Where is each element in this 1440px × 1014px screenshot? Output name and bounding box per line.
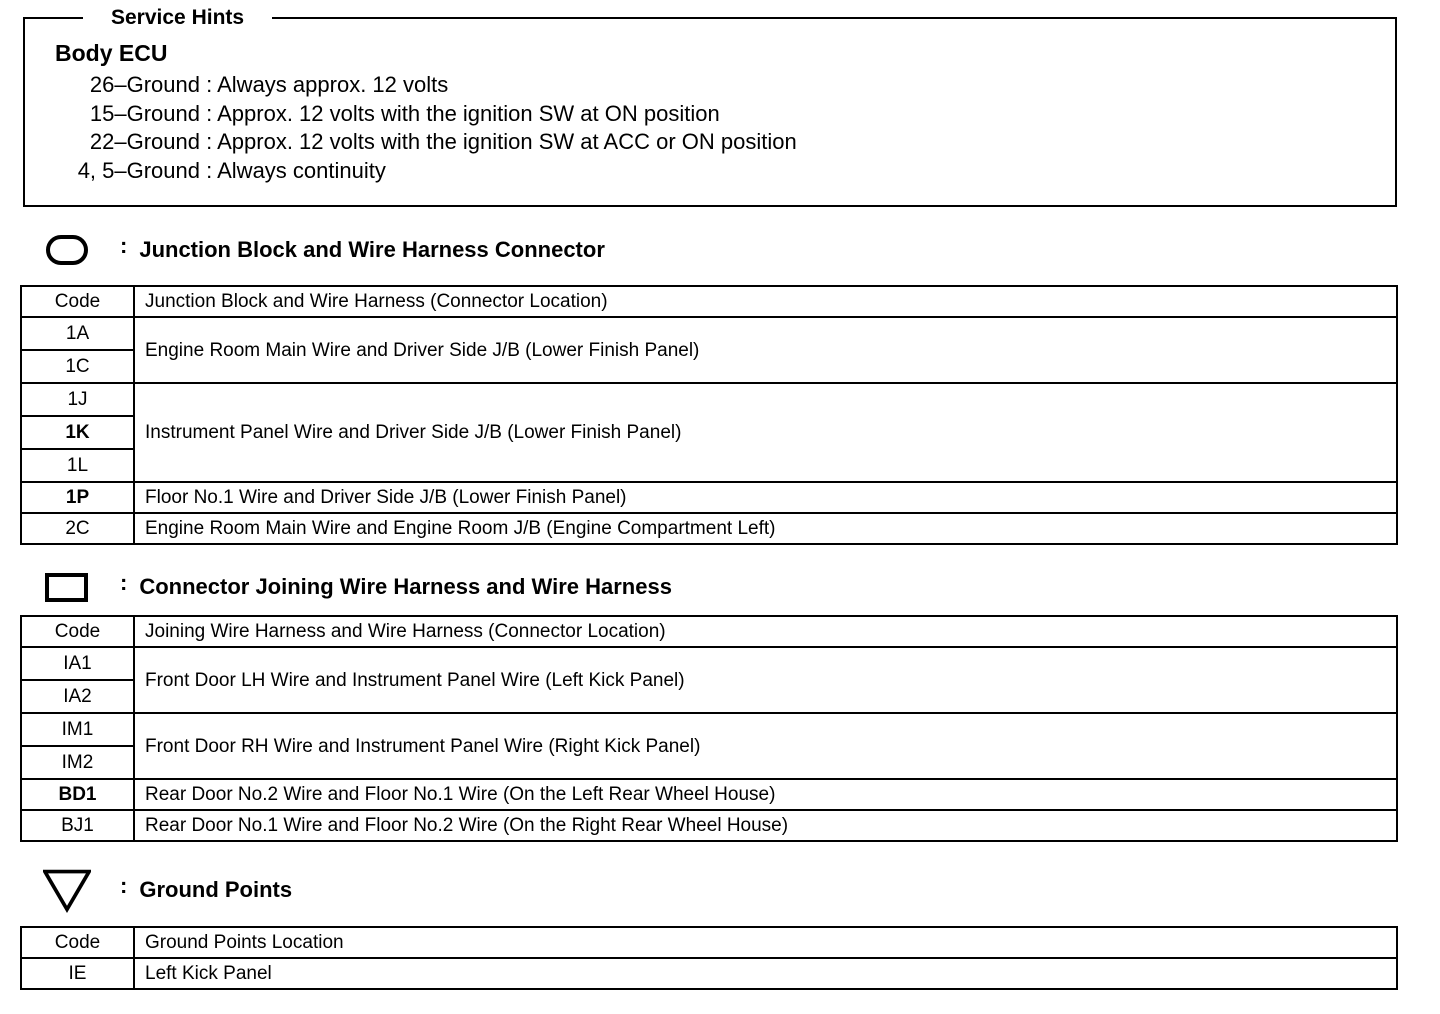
hint-value: Approx. 12 volts with the ignition SW at ACC or ON position [217,129,797,154]
section-colon: : [120,570,128,595]
ground-table [20,926,1398,990]
ground-section-title [43,868,292,912]
code-cell: 1P [21,482,134,513]
hint-separator: : [200,129,218,154]
hint-separator: : [200,158,218,183]
table-row [21,482,1397,513]
ground-title: Ground Points [139,877,293,902]
desc-cell: Engine Room Main Wire and Engine Room J/B (Engine Compartment Left) [134,513,1397,544]
desc-cell: Engine Room Main Wire and Driver Side J/B (Lower Finish Panel) [134,317,1397,383]
connector-table [20,615,1398,842]
section-colon: : [120,873,128,898]
header-desc: Junction Block and Wire Harness (Connector Location) [134,286,1397,317]
header-code: Code [21,616,134,647]
table-row [21,958,1397,989]
table-row [21,647,1397,680]
junction-table [20,285,1398,545]
hint-line [25,158,386,184]
table-row [21,713,1397,746]
code-cell: IM2 [21,746,134,779]
table-row [21,513,1397,544]
hint-separator: : [200,101,218,126]
triangle-down-icon [43,868,91,912]
desc-cell: Instrument Panel Wire and Driver Side J/B (Lower Finish Panel) [134,383,1397,482]
table-row [21,810,1397,841]
table-row [21,383,1397,416]
code-cell: 1J [21,383,134,416]
code-cell: BD1 [21,779,134,810]
desc-cell: Rear Door No.2 Wire and Floor No.1 Wire (On the Left Rear Wheel House) [134,779,1397,810]
header-desc: Ground Points Location [134,927,1397,958]
hint-value: Always approx. 12 volts [217,72,449,97]
rounded-rectangle-icon [43,228,91,272]
code-cell: 2C [21,513,134,544]
desc-cell: Floor No.1 Wire and Driver Side J/B (Lower Finish Panel) [134,482,1397,513]
hint-value: Approx. 12 volts with the ignition SW at ON position [217,101,720,126]
code-cell: BJ1 [21,810,134,841]
table-row [21,779,1397,810]
rectangle-icon [43,565,91,609]
desc-cell: Front Door LH Wire and Instrument Panel Wire (Left Kick Panel) [134,647,1397,713]
code-cell: 1A [21,317,134,350]
code-cell: 1K [21,416,134,449]
code-cell: IM1 [21,713,134,746]
table-header-row [21,616,1397,647]
header-code: Code [21,927,134,958]
junction-title: Junction Block and Wire Harness Connector [139,237,605,262]
table-header-row [21,286,1397,317]
service-hints-box [23,6,1397,207]
junction-section-title [43,228,605,272]
hint-term: 22–Ground [89,129,200,154]
desc-cell: Left Kick Panel [134,958,1397,989]
table-header-row [21,927,1397,958]
code-cell: IA2 [21,680,134,713]
header-desc: Joining Wire Harness and Wire Harness (Connector Location) [134,616,1397,647]
connector-title: Connector Joining Wire Harness and Wire Harness [139,574,672,599]
section-colon: : [120,233,128,258]
desc-cell: Rear Door No.1 Wire and Floor No.2 Wire (On the Right Rear Wheel House) [134,810,1397,841]
table-row [21,317,1397,350]
hint-line [25,129,797,155]
hint-term: 26–Ground [89,72,200,97]
desc-cell: Front Door RH Wire and Instrument Panel Wire (Right Kick Panel) [134,713,1397,779]
header-code: Code [21,286,134,317]
hint-value: Always continuity [217,158,386,183]
hint-term: 4, 5–Ground [77,158,200,183]
code-cell: 1C [21,350,134,383]
code-cell: IE [21,958,134,989]
service-hints-legend: Service Hints [83,6,272,30]
code-cell: IA1 [21,647,134,680]
connector-section-title [43,565,672,609]
hint-line [25,72,448,98]
hint-term: 15–Ground [89,101,200,126]
hint-separator: : [200,72,218,97]
service-hints-subtitle: Body ECU [55,40,168,66]
hint-line [25,101,720,127]
code-cell: 1L [21,449,134,482]
